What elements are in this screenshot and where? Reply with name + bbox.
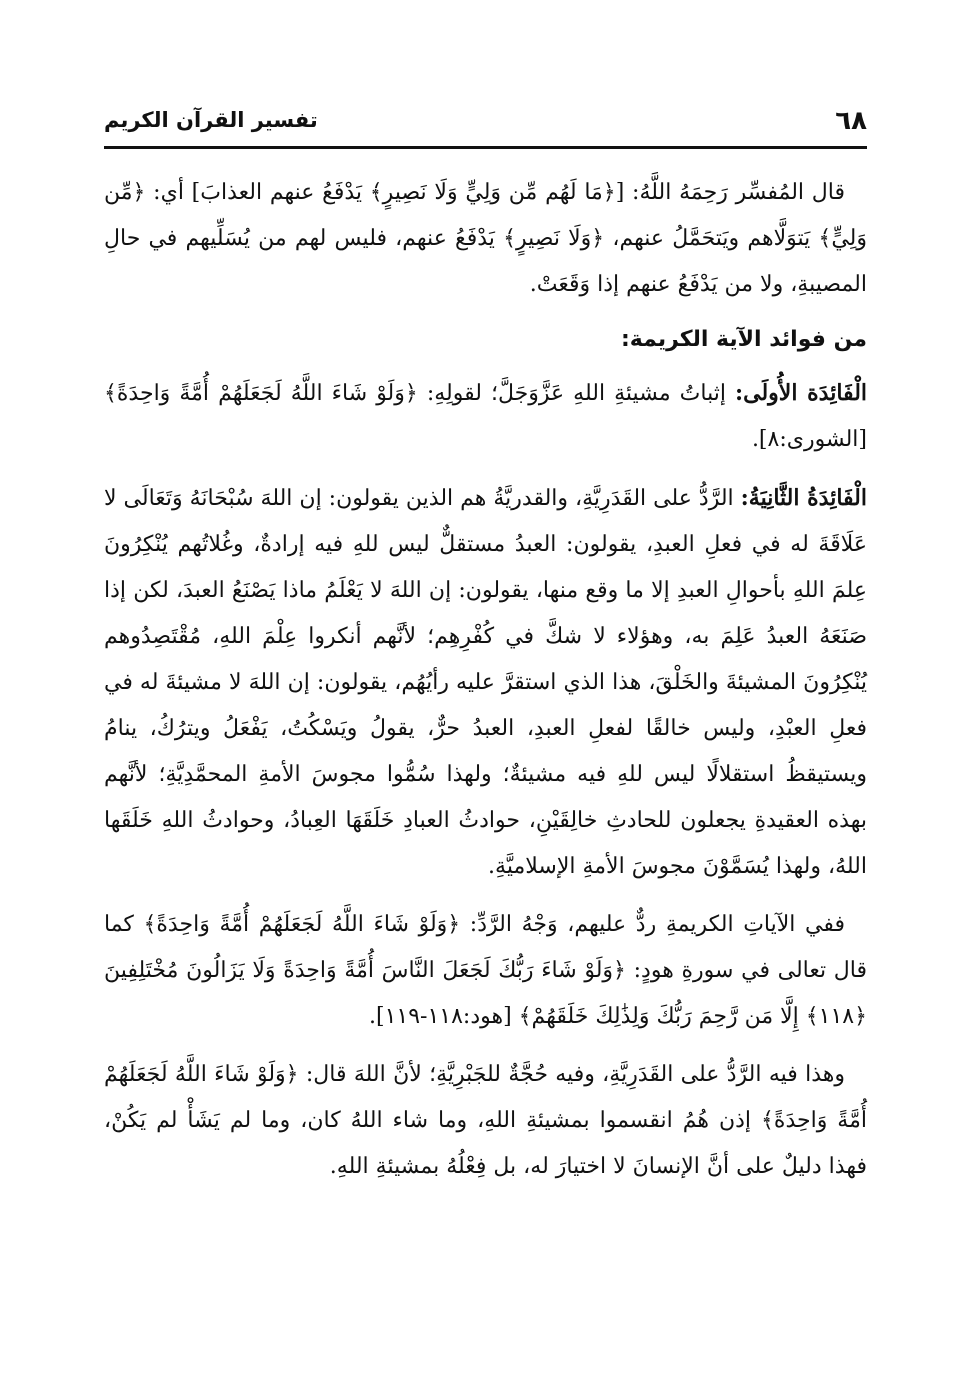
benefit-two-text: الرَّدُّ على القَدَرِيَّةِ، والقدريَّةُ هم الذين يقولون: إن اللهَ سُبْحَانَهُ وَتَعَالَى لا عَلَاقَةَ له في فعلِ العبدِ، يقولون: العبدُ مستقلٌّ ليس للهِ فيه إرادةٌ، وغُلاتُهم يُنْكِرُونَ عِلمَ اللهِ بأحوالِ العبدِ إلا ما وقع منها، يقولون: إن اللهَ لا يَعْلَمُ ماذا يَصْنَعُ العبدَ، لكن إذا صَنَعَهُ العبدُ عَلِمَ به، وهؤلاء لا شكَّ في كُفْرِهِم؛ لأنَّهم أنكروا عِلْمَ اللهِ، مُقْتَصِدُوهم يُنْكِرُونَ المشيئةَ والخَلْقَ، هذا الذي استقرَّ عليه رأيُهُم، يقولون: إن اللهَ لا مشيئةَ له في فعلِ العبْدِ، وليس خالقًا لفعلِ العبدِ، العبدُ حرٌّ، يقولُ ويَسْكُتُ، يَفْعَلُ ويترُكُ، ينامُ ويستيقظُ استقلالًا ليس للهِ فيه مشيئةٌ؛ ولهذا سُمُّوا مجوسَ الأمةِ المحمَّدِيَّةِ؛ لأنَّهم بهذه العقيدةِ يجعلون للحادثِ خالِقَيْنِ، حوادثُ العبادِ خَلَقَهَا العِبادُ، وحوادثُ اللهِ خَلَقَها اللهُ، ولهذا يُسَمَّوْنَ مجوسَ الأمةِ الإسلاميَّةِ.	[104, 486, 867, 879]
benefit-two-label: الْفَائِدَةُ الثَّانِيَةُ:	[740, 485, 867, 511]
page-body	[104, 170, 867, 1202]
benefit-one-paragraph	[104, 370, 867, 463]
ayat-paragraph: ففي الآياتِ الكريمةِ ردٌّ عليهم، وَجْهُ الرَّدِّ: ﴿وَلَوْ شَاءَ اللَّهُ لَجَعَلَهُمْ أُمَّةً وَاحِدَةً﴾ كما قال تعالى في سورةِ هودٍ: ﴿وَلَوْ شَاءَ رَبُّكَ لَجَعَلَ النَّاسَ أُمَّةً وَاحِدَةً وَلَا يَزَالُونَ مُخْتَلِفِينَ ﴿١١٨﴾ إِلَّا مَن رَّحِمَ رَبُّكَ وَلِذَٰلِكَ خَلَقَهُمْ﴾ [هود:١١٨-١١٩].	[104, 912, 867, 1029]
book-title: تفسير القرآن الكريم	[104, 108, 318, 132]
section-heading: من فوائد الآية الكريمة:	[620, 327, 867, 352]
benefit-two-paragraph	[104, 475, 867, 890]
header-divider	[104, 146, 867, 149]
conclusion-paragraph: وهذا فيه الرَّدُّ على القَدَرِيَّةِ، وفيه حُجَّةٌ للجَبْرِيَّةِ؛ لأنَّ اللهَ قال: ﴿وَلَوْ شَاءَ اللَّهُ لَجَعَلَهُمْ أُمَّةً وَاحِدَةً﴾ إذن هُمُ انقسموا بمشيئةِ اللهِ، وما شاء اللهُ كان، وما لم يَشَأْ لم يَكُنْ، فهذا دليلٌ على أنَّ الإنسانَ لا اختيارَ له، بل فِعْلُهُ بمشيئةِ اللهِ.	[104, 1062, 867, 1179]
running-header	[104, 100, 867, 144]
page-number: ٦٨	[835, 106, 867, 136]
commentary-paragraph: قال المُفسِّر رَحِمَهُ اللَّهُ: [﴿مَا لَهُم مِّن وَلِيٍّ وَلَا نَصِيرٍ﴾ يَدْفَعُ عنهم العذابَ] أي: ﴿مِّن وَلِيٍّ﴾ يَتوَلَّاهم ويَتحَمَّلُ عنهم، ﴿وَلَا نَصِيرٍ﴾ يَدْفَعُ عنهم، فليس لهم من يُسَلِّيهم في حالِ المصيبةِ، ولا من يَدْفَعُ عنهم إذا وَقَعَتْ.	[104, 180, 867, 297]
benefit-one-label: الْفَائِدَة الأُولَى:	[735, 380, 868, 406]
benefit-one-text: إثباتُ مشيئةِ اللهِ عَزَّوَجَلَّ؛ لقولِهِ: ﴿وَلَوْ شَاءَ اللَّهُ لَجَعَلَهُمْ أُمَّةً وَاحِدَةً﴾ [الشورى:٨].	[104, 381, 867, 452]
